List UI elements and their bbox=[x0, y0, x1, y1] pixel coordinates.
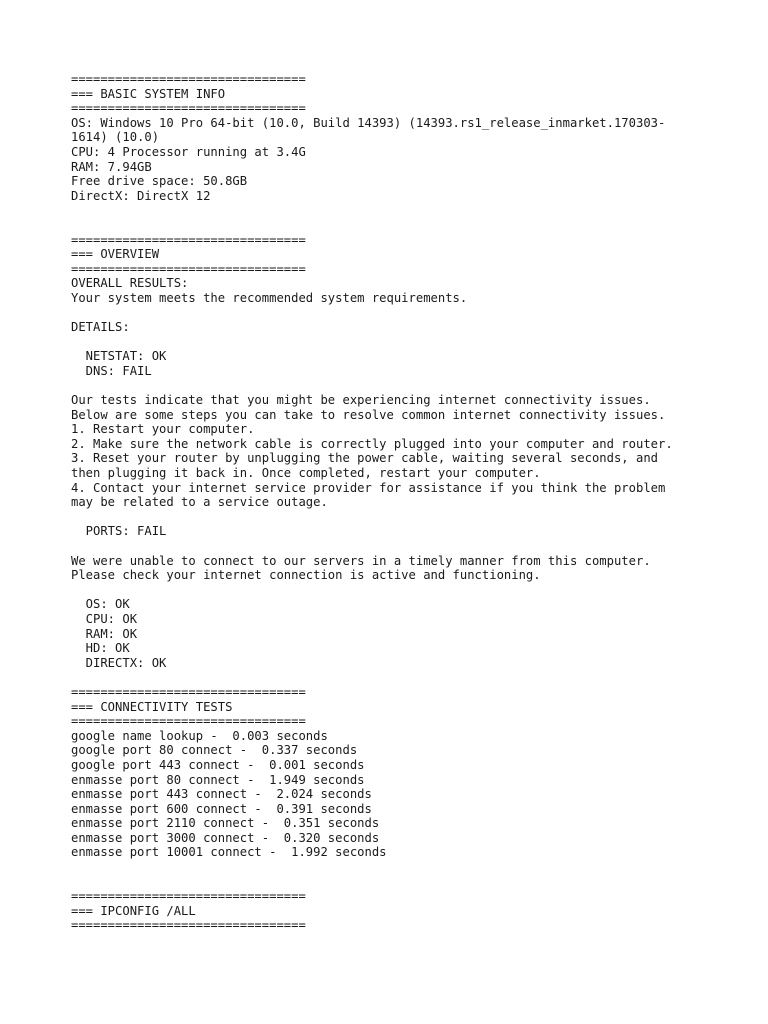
blank-line bbox=[71, 670, 751, 685]
text-line: HD: OK bbox=[71, 641, 130, 656]
section-rule: ================================ bbox=[71, 684, 306, 699]
text-line: PORTS: FAIL bbox=[71, 524, 167, 539]
text-line: OS: Windows 10 Pro 64-bit (10.0, Build 14393) (14393.rs1_release_inmarket.170303- bbox=[71, 115, 666, 130]
blank-line bbox=[71, 306, 751, 321]
text-line: enmasse port 80 connect - 1.949 seconds bbox=[71, 772, 365, 787]
text-line: RAM: OK bbox=[71, 626, 138, 641]
text-line: DNS: FAIL bbox=[71, 363, 152, 378]
text-line: google name lookup - 0.003 seconds bbox=[71, 728, 328, 743]
blank-line bbox=[71, 539, 751, 554]
text-line: RAM: 7.94GB bbox=[71, 159, 152, 174]
blank-line bbox=[71, 335, 751, 350]
text-line: CPU: 4 Processor running at 3.4G bbox=[71, 144, 306, 159]
blank-line bbox=[71, 218, 751, 233]
text-line: Below are some steps you can take to resolve common internet connectivity issues. bbox=[71, 407, 666, 422]
section-rule: ================================ bbox=[71, 714, 306, 729]
text-line: 1614) (10.0) bbox=[71, 130, 160, 145]
text-line: enmasse port 10001 connect - 1.992 seconds bbox=[71, 845, 387, 860]
section-heading: === CONNECTIVITY TESTS bbox=[71, 699, 233, 714]
report-document bbox=[71, 72, 751, 933]
section-rule: ================================ bbox=[71, 101, 306, 116]
section-rule: ================================ bbox=[71, 889, 306, 904]
text-line: 1. Restart your computer. bbox=[71, 422, 255, 437]
text-line: enmasse port 600 connect - 0.391 seconds bbox=[71, 801, 372, 816]
section-heading: === BASIC SYSTEM INFO bbox=[71, 86, 226, 101]
blank-line bbox=[71, 875, 751, 890]
text-line: then plugging it back in. Once completed, restart your computer. bbox=[71, 466, 541, 481]
text-line: enmasse port 2110 connect - 0.351 seconds bbox=[71, 816, 380, 831]
section-rule: ================================ bbox=[71, 261, 306, 276]
section-heading: === IPCONFIG /ALL bbox=[71, 903, 196, 918]
text-line: We were unable to connect to our servers in a timely manner from this computer. bbox=[71, 553, 651, 568]
section-rule: ================================ bbox=[71, 72, 306, 86]
text-line: 2. Make sure the network cable is correctly plugged into your computer and router. bbox=[71, 436, 673, 451]
text-line: enmasse port 3000 connect - 0.320 seconds bbox=[71, 830, 380, 845]
text-line: Our tests indicate that you might be experiencing internet connectivity issues. bbox=[71, 393, 651, 408]
text-line: enmasse port 443 connect - 2.024 seconds bbox=[71, 787, 372, 802]
text-line: Your system meets the recommended system requirements. bbox=[71, 290, 468, 305]
text-line: Free drive space: 50.8GB bbox=[71, 174, 248, 189]
blank-line bbox=[71, 510, 751, 525]
text-line: OS: OK bbox=[71, 597, 130, 612]
text-line: 4. Contact your internet service provider for assistance if you think the problem bbox=[71, 480, 666, 495]
text-line: DETAILS: bbox=[71, 320, 130, 335]
text-line: 3. Reset your router by unplugging the power cable, waiting several seconds, and bbox=[71, 451, 658, 466]
blank-line bbox=[71, 583, 751, 598]
blank-line bbox=[71, 203, 751, 218]
text-line: DirectX: DirectX 12 bbox=[71, 188, 211, 203]
text-line: google port 80 connect - 0.337 seconds bbox=[71, 743, 358, 758]
text-line: google port 443 connect - 0.001 seconds bbox=[71, 757, 365, 772]
section-rule: ================================ bbox=[71, 918, 306, 933]
text-line: Please check your internet connection is active and functioning. bbox=[71, 568, 541, 583]
text-line: OVERALL RESULTS: bbox=[71, 276, 189, 291]
section-heading: === OVERVIEW bbox=[71, 247, 160, 262]
text-line: DIRECTX: OK bbox=[71, 655, 167, 670]
text-line: may be related to a service outage. bbox=[71, 495, 328, 510]
text-line: CPU: OK bbox=[71, 611, 138, 626]
text-line: NETSTAT: OK bbox=[71, 349, 167, 364]
blank-line bbox=[71, 860, 751, 875]
blank-line bbox=[71, 378, 751, 393]
section-rule: ================================ bbox=[71, 232, 306, 247]
